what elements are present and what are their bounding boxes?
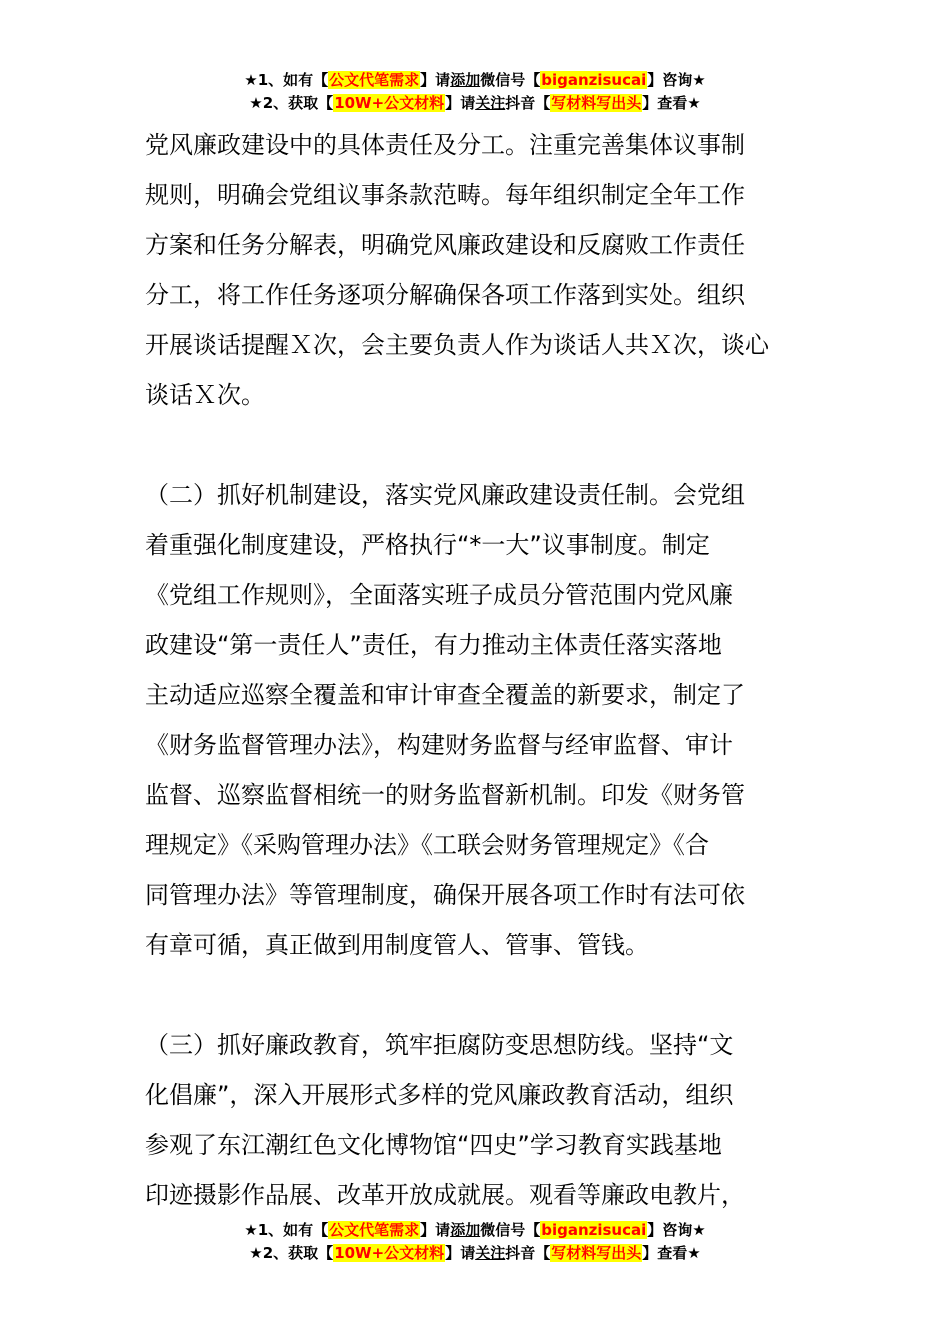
text-line: 政建设“第一责任人”责任，有力推动主体责任落实落地 [145,631,722,659]
text-line: 化倡廉”，深入开展形式多样的党风廉政教育活动，组织 [145,1081,734,1109]
text-line: 主动适应巡察全覆盖和审计审查全覆盖的新要求，制定了 [145,681,745,709]
banner-line-2 [0,1242,950,1265]
banner-text: ★2、获取【 [249,1244,334,1262]
text-line: （二）抓好机制建设，落实党风廉政建设责任制。会党组 [145,481,745,509]
document-body [145,120,809,1220]
banner-highlight: 公文代笔需求 [329,71,420,89]
banner-text: 抖音【 [505,94,551,112]
paragraph-1 [145,120,809,420]
text-line: 方案和任务分解表，明确党风廉政建设和反腐败工作责任 [145,231,745,259]
banner-text: 】查看★ [642,1244,701,1262]
banner-text: 】请 [420,1221,451,1239]
banner-text: 】咨询★ [647,71,706,89]
text-line: 理规定》《采购管理办法》《工联会财务管理规定》《合 [145,831,709,859]
text-line: 同管理办法》等管理制度，确保开展各项工作时有法可依 [145,881,745,909]
text-line: 党风廉政建设中的具体责任及分工。注重完善集体议事制 [145,131,745,159]
paragraph-gap [145,970,809,1020]
banner-underline: 关注 [475,1244,506,1262]
banner-text: 】查看★ [642,94,701,112]
paragraph-3 [145,1020,809,1220]
banner-text: 抖音【 [505,1244,551,1262]
banner-text: ★1、如有【 [244,1221,329,1239]
banner-text: 微信号【 [480,71,541,89]
banner-highlight: 10W+公文材料 [334,94,445,112]
banner-highlight: 写材料写出头 [551,94,642,112]
text-line: 谈话Ｘ次。 [145,381,265,409]
banner-highlight: 公文代笔需求 [329,1221,420,1239]
banner-underline: 添加 [450,1221,481,1239]
footer-banner [0,1219,950,1265]
text-line: 参观了东江潮红色文化博物馆“四史”学习教育实践基地 [145,1131,722,1159]
banner-line-1 [0,69,950,92]
text-line: 《党组工作规则》，全面落实班子成员分管范围内党风廉 [145,581,733,609]
banner-line-2 [0,92,950,115]
text-line: （三）抓好廉政教育，筑牢拒腐防变思想防线。坚持“文 [145,1031,734,1059]
text-line: 开展谈话提醒Ｘ次，会主要负责人作为谈话人共Ｘ次，谈心 [145,331,769,359]
text-line: 有章可循，真正做到用制度管人、管事、管钱。 [145,931,649,959]
paragraph-gap [145,420,809,470]
text-line: 着重强化制度建设，严格执行“*一大”议事制度。制定 [145,531,710,559]
banner-text: ★1、如有【 [244,71,329,89]
text-line: 规则，明确会党组议事条款范畴。每年组织制定全年工作 [145,181,745,209]
banner-underline: 关注 [475,94,506,112]
text-line: 印迹摄影作品展、改革开放成就展。观看等廉政电教片， [145,1181,745,1209]
banner-highlight: biganzisucai [541,1221,647,1239]
text-line: 分工，将工作任务逐项分解确保各项工作落到实处。组织 [145,281,745,309]
banner-highlight: biganzisucai [541,71,647,89]
banner-highlight: 10W+公文材料 [334,1244,445,1262]
banner-underline: 添加 [450,71,481,89]
banner-text: 】咨询★ [647,1221,706,1239]
banner-text: 微信号【 [480,1221,541,1239]
banner-text: 】请 [420,71,451,89]
text-line: 《财务监督管理办法》，构建财务监督与经审监督、审计 [145,731,733,759]
text-line: 监督、巡察监督相统一的财务监督新机制。印发《财务管 [145,781,745,809]
banner-highlight: 写材料写出头 [551,1244,642,1262]
banner-text: 】请 [445,94,476,112]
paragraph-2 [145,470,809,970]
banner-line-1 [0,1219,950,1242]
header-banner [0,69,950,115]
banner-text: 】请 [445,1244,476,1262]
banner-text: ★2、获取【 [249,94,334,112]
